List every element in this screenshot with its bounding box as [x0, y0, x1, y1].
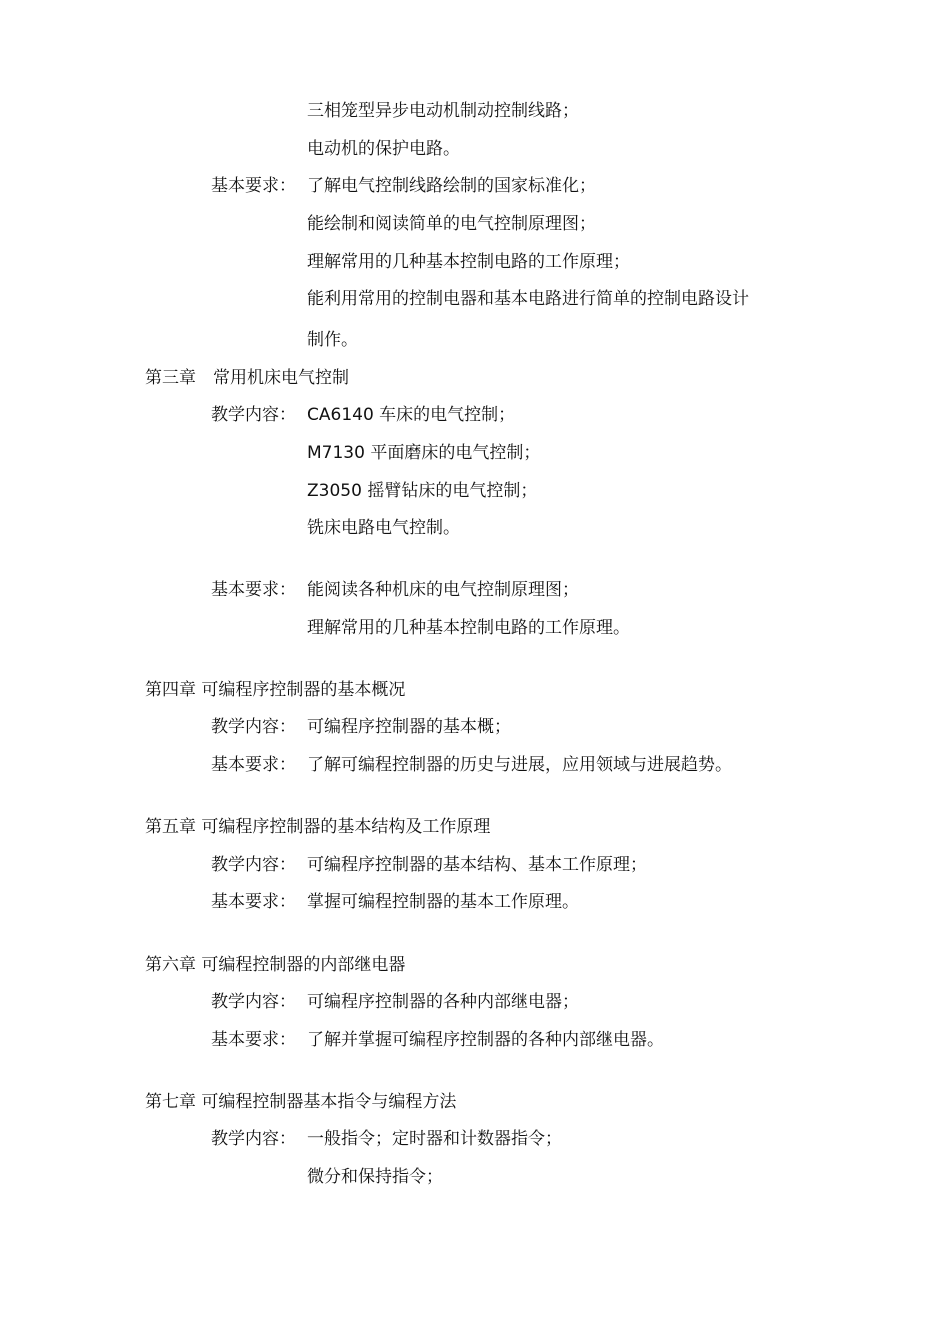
content-label: 教学内容：: [211, 1129, 296, 1149]
content-label: 教学内容：: [211, 717, 296, 737]
content-label: 教学内容：: [211, 405, 296, 425]
chapter-title: 第四章 可编程序控制器的基本概况: [145, 680, 406, 700]
requirement-item: 理解常用的几种基本控制电路的工作原理。: [307, 618, 630, 638]
requirement-item: 理解常用的几种基本控制电路的工作原理；: [307, 252, 630, 272]
content-item: 三相笼型异步电动机制动控制线路；: [307, 101, 579, 121]
content-item: CA6140 车床的电气控制；: [307, 405, 516, 425]
content-item: 可编程序控制器的基本概；: [307, 717, 511, 737]
requirements-label: 基本要求：: [211, 755, 296, 775]
content-label: 教学内容：: [211, 855, 296, 875]
content-item: 可编程序控制器的各种内部继电器；: [307, 992, 579, 1012]
chapter-title: 第五章 可编程序控制器的基本结构及工作原理: [145, 817, 491, 837]
requirement-item: 能绘制和阅读简单的电气控制原理图；: [307, 214, 596, 234]
requirement-item: 能利用常用的控制电器和基本电路进行简单的控制电路设计: [307, 289, 749, 309]
chapter-title: 第三章 常用机床电气控制: [145, 368, 349, 388]
requirement-item: 制作。: [307, 330, 358, 350]
requirements-label: 基本要求：: [211, 176, 296, 196]
content-label: 教学内容：: [211, 992, 296, 1012]
requirement-item: 了解并掌握可编程序控制器的各种内部继电器。: [307, 1030, 664, 1050]
content-item: M7130 平面磨床的电气控制；: [307, 443, 541, 463]
chapter-title: 第六章 可编程控制器的内部继电器: [145, 955, 406, 975]
content-item: 电动机的保护电路。: [307, 139, 460, 159]
requirements-label: 基本要求：: [211, 892, 296, 912]
requirement-item: 掌握可编程控制器的基本工作原理。: [307, 892, 579, 912]
requirement-item: 了解电气控制线路绘制的国家标准化；: [307, 176, 596, 196]
requirement-item: 能阅读各种机床的电气控制原理图；: [307, 580, 579, 600]
requirement-item: 了解可编程控制器的历史与进展，应用领域与进展趋势。: [307, 755, 732, 775]
content-item: 铣床电路电气控制。: [307, 518, 460, 538]
content-item: 可编程序控制器的基本结构、基本工作原理；: [307, 855, 647, 875]
content-item: 微分和保持指令；: [307, 1167, 443, 1187]
content-item: Z3050 摇臂钻床的电气控制；: [307, 481, 538, 501]
requirements-label: 基本要求：: [211, 1030, 296, 1050]
chapter-title: 第七章 可编程控制器基本指令与编程方法: [145, 1092, 457, 1112]
content-item: 一般指令；定时器和计数器指令；: [307, 1129, 562, 1149]
requirements-label: 基本要求：: [211, 580, 296, 600]
